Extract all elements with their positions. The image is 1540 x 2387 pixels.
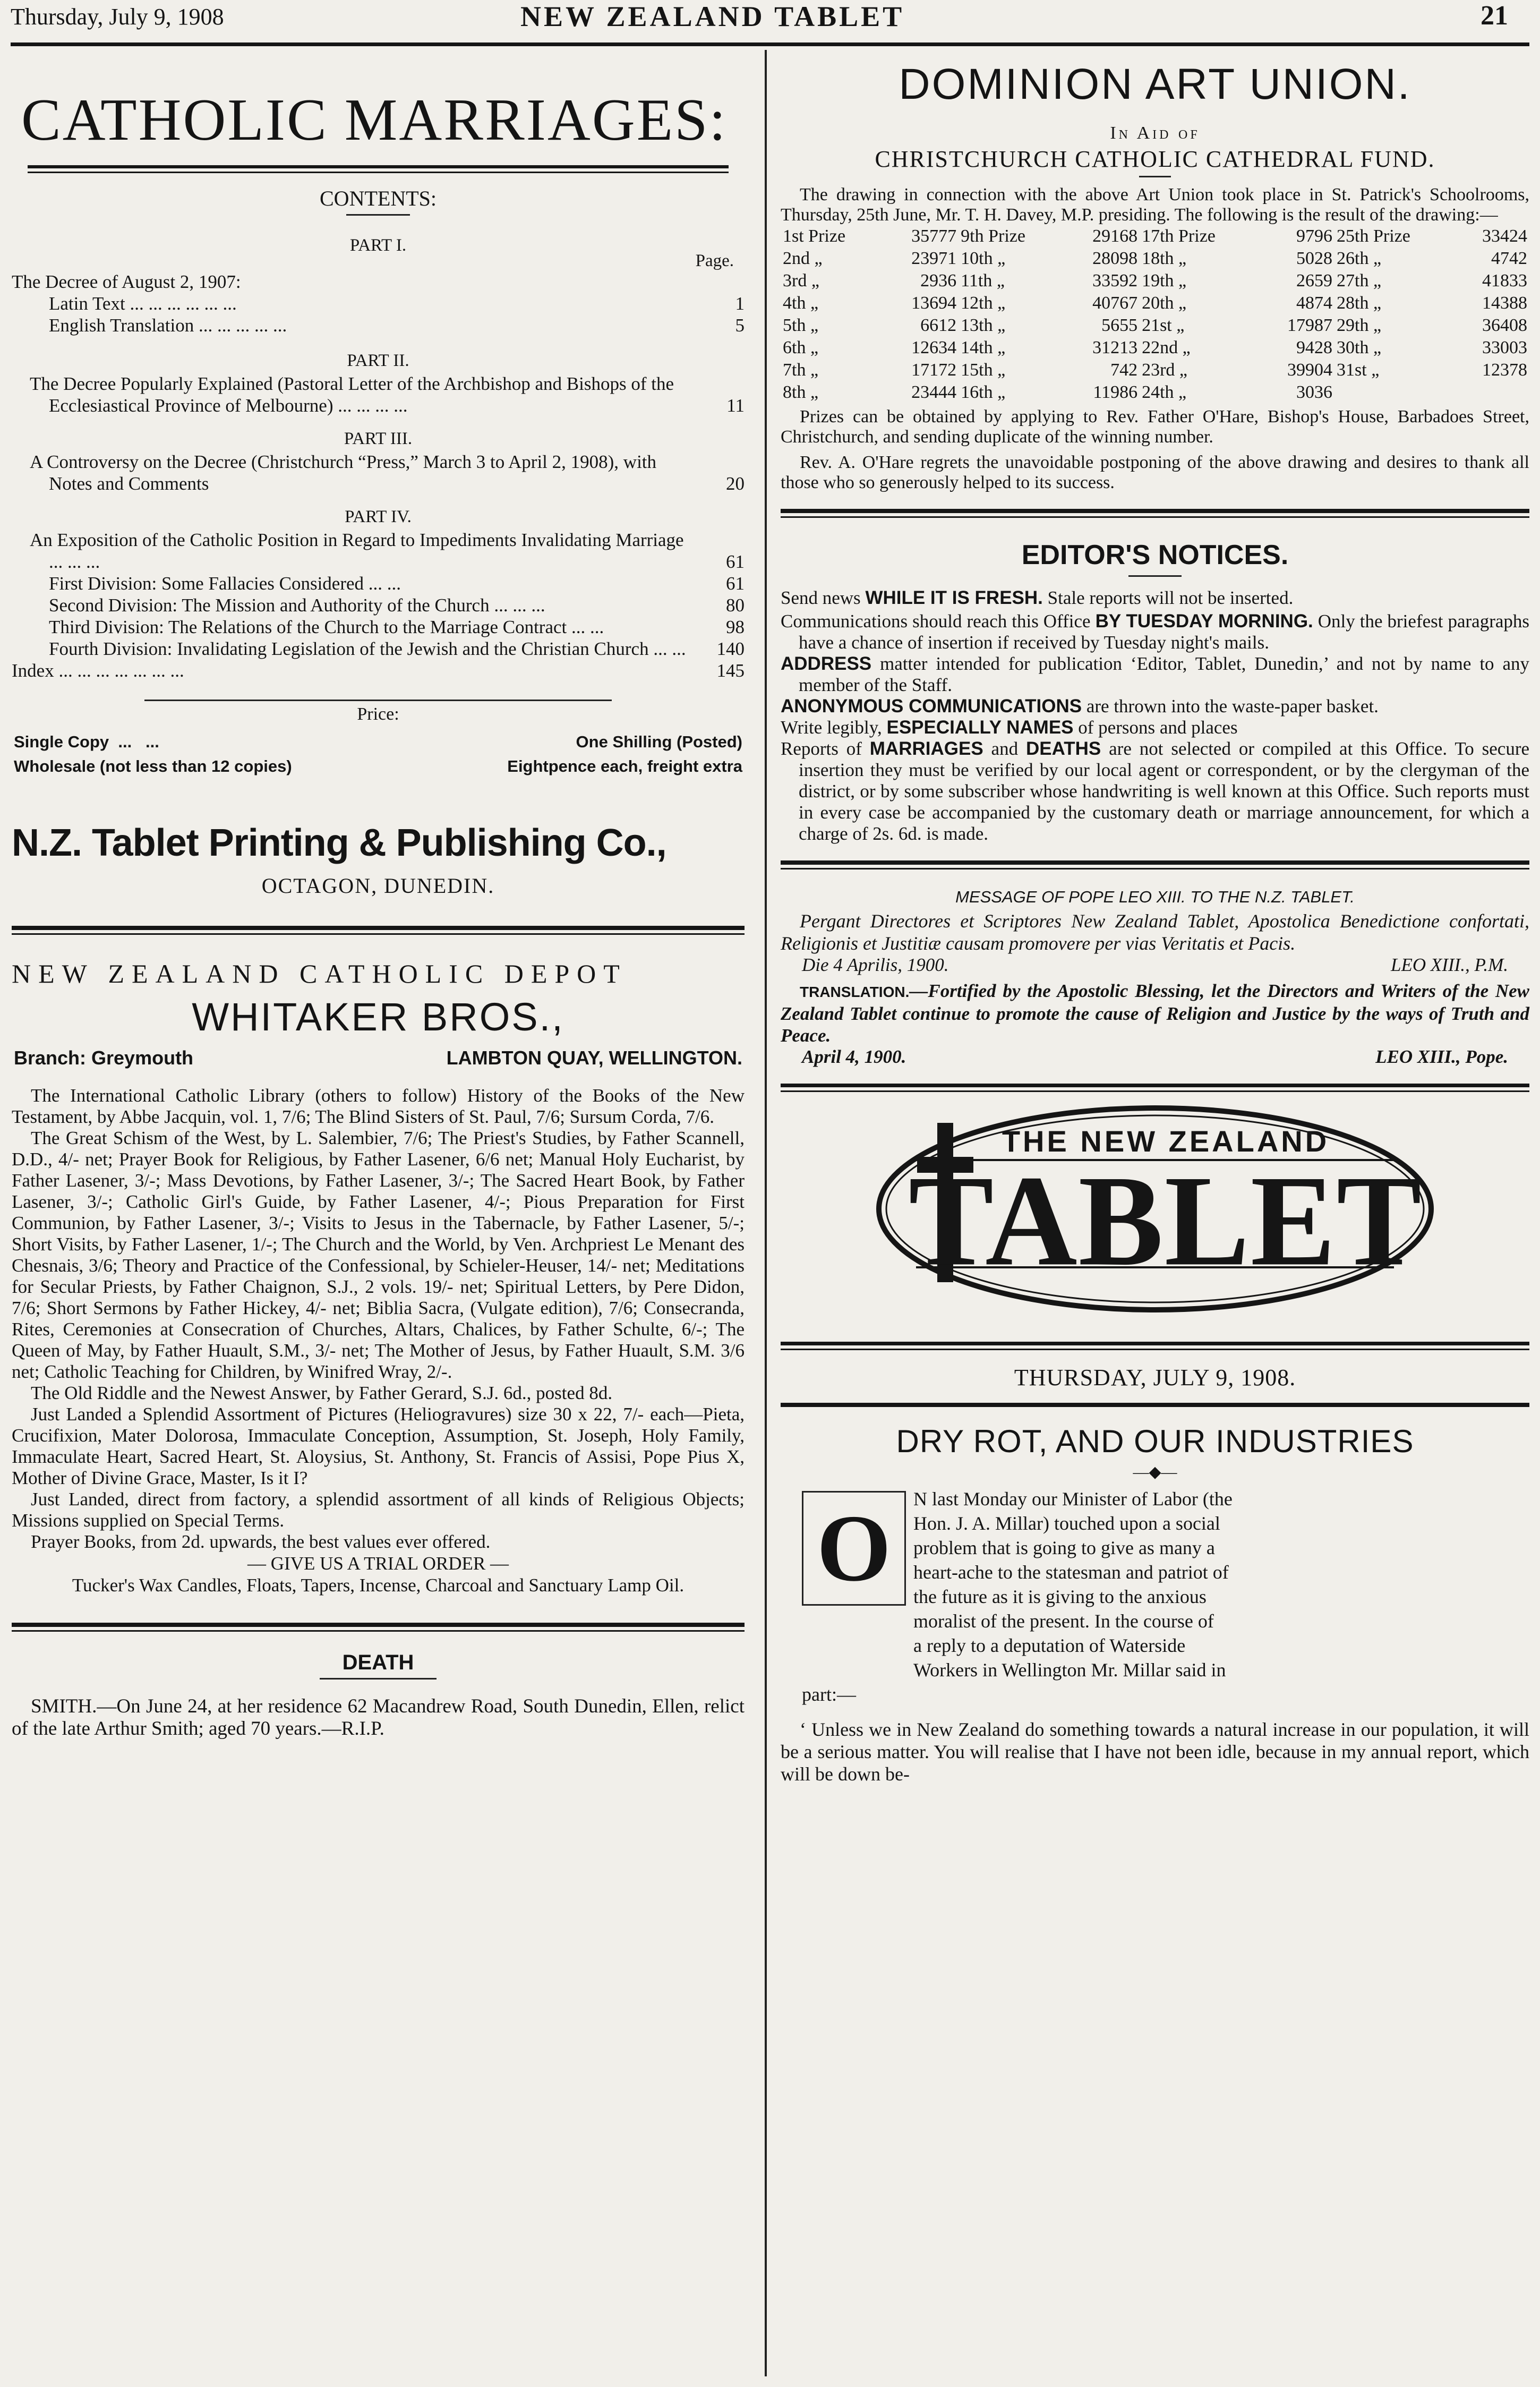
prize-number: 9796 xyxy=(1296,226,1333,246)
prize-number xyxy=(1454,381,1529,404)
short-rule xyxy=(1139,176,1171,177)
toc-page: 61 xyxy=(726,551,745,572)
prize-claim: Prizes can be obtained by applying to Rev. Father O'Hare, Bishop's House, Barbadoes Street, Christchurch, and sending duplicate of the winning number. xyxy=(781,407,1529,447)
prize-rank: 15th „ xyxy=(961,360,1006,380)
prize-rank: 13th „ xyxy=(961,316,1006,335)
death-text: SMITH.—On June 24, at her residence 62 Macandrew Road, South Dunedin, Ellen, relict of the late Arthur Smith; aged 70 years.—R.I.P. xyxy=(12,1695,745,1740)
toc-text: English Translation ... ... ... ... ... xyxy=(49,315,287,336)
logo-the-nz: THE NEW ZEALAND xyxy=(1002,1124,1330,1158)
section-rule-thin xyxy=(781,868,1529,869)
prize-number: 13694 xyxy=(911,293,957,313)
prize-number: 5028 xyxy=(1296,249,1333,268)
part3-heading: PART III. xyxy=(344,429,413,448)
masthead: NEW ZEALAND TABLET xyxy=(520,1,905,32)
notice: ADDRESS matter intended for publication ‘Editor, Tablet, Dunedin,’ and not by name to any member of the Staff. xyxy=(781,653,1529,695)
prize-number: 41833 xyxy=(1482,271,1527,291)
toc-text: A Controversy on the Decree (Christchurch “Press,” March 3 to April 2, 1908), with Notes and Comments xyxy=(30,451,657,494)
prize-row xyxy=(781,270,1529,292)
editorial-article xyxy=(781,1423,1529,1785)
candles-line: Tucker's Wax Candles, Floats, Tapers, Incense, Charcoal and Sanctuary Lamp Oil. xyxy=(72,1575,685,1596)
article-line: a reply to a deputation of Waterside xyxy=(913,1635,1186,1656)
toc-text: Index ... ... ... ... ... ... ... xyxy=(12,660,184,681)
editors-notices xyxy=(781,539,1529,845)
prize-number: 23971 xyxy=(911,249,957,268)
toc-row xyxy=(12,293,745,314)
single-copy-price: One Shilling (Posted) xyxy=(576,732,742,751)
toc-text: Second Division: The Mission and Authority of the Church ... ... ... xyxy=(49,595,545,616)
wholesale-label: Wholesale (not less than 12 copies) xyxy=(14,757,292,775)
prize-row xyxy=(781,381,1529,404)
drop-cap: O xyxy=(816,1495,891,1601)
single-copy-label: Single Copy ... ... xyxy=(14,732,159,751)
prize-number: 17172 xyxy=(911,360,957,380)
toc-text: Fourth Division: Invalidating Legislation of the Jewish and the Christian Church ... ... xyxy=(49,638,686,659)
section-rule-thin xyxy=(12,933,745,935)
prize-number: 4742 xyxy=(1491,249,1527,268)
toc-page: 20 xyxy=(726,473,745,494)
prize-number: 742 xyxy=(1110,360,1138,380)
prize-rank: 6th „ xyxy=(783,338,819,357)
prize-rank: 22nd „ xyxy=(1142,338,1191,357)
prize-rank: 12th „ xyxy=(961,293,1006,313)
tablet-logo xyxy=(868,1092,1442,1331)
prize-rank: 21st „ xyxy=(1142,316,1185,335)
prize-number: 5655 xyxy=(1101,316,1138,335)
toc-text: The Decree of August 2, 1907: xyxy=(12,271,241,292)
left-column xyxy=(12,53,745,1740)
notice: Write legibly, ESPECIALLY NAMES of persons and places xyxy=(781,717,1238,738)
prize-table xyxy=(781,225,1529,404)
toc-page: 98 xyxy=(726,617,745,637)
death-heading: DEATH xyxy=(342,1651,414,1674)
logo-rule xyxy=(781,1084,1529,1092)
toc-row xyxy=(12,594,745,616)
pope-signoff-english: April 4, 1900. LEO XIII., Pope. xyxy=(802,1046,1508,1067)
prize-rank: 19th „ xyxy=(1142,271,1187,291)
prize-rank: 17th Prize xyxy=(1142,226,1216,246)
art-union xyxy=(781,59,1529,493)
catholic-marriages-ad xyxy=(12,86,745,898)
prize-row xyxy=(781,314,1529,337)
prize-rank: 30th „ xyxy=(1337,338,1382,357)
toc-row xyxy=(12,373,745,416)
toc-row xyxy=(12,660,745,681)
prize-rank: 25th Prize xyxy=(1337,226,1410,246)
publisher-name: N.Z. Tablet Printing & Publishing Co., xyxy=(12,822,666,864)
tablet-logo-art xyxy=(868,1092,1442,1331)
street-label: LAMBTON QUAY, WELLINGTON. xyxy=(446,1047,742,1069)
prize-rank xyxy=(1334,381,1454,404)
toc-page: 11 xyxy=(726,395,745,416)
depot-heading: NEW ZEALAND CATHOLIC DEPOT xyxy=(12,959,627,988)
prize-rank: 11th „ xyxy=(961,271,1005,291)
article-title: DRY ROT, AND OUR INDUSTRIES xyxy=(896,1423,1414,1459)
prize-rank: 9th Prize xyxy=(961,226,1025,246)
pope-message xyxy=(781,888,1529,1084)
prize-number: 33424 xyxy=(1482,226,1527,246)
article-quote: ‘ Unless we in New Zealand do something towards a natural increase in our population, it will be a serious matter. You will realise that I have not been idle, because in my annual report, which will be down be- xyxy=(781,1719,1529,1785)
prize-number: 2659 xyxy=(1296,271,1333,291)
toc-page: 5 xyxy=(735,315,745,336)
ornament-divider: —◆— xyxy=(1133,1463,1177,1481)
prize-number: 12634 xyxy=(911,338,957,357)
short-rule xyxy=(320,1678,437,1680)
toc-page: 140 xyxy=(716,638,745,659)
toc-page: 145 xyxy=(716,660,745,681)
prize-rank: 18th „ xyxy=(1142,249,1187,268)
header-rule xyxy=(11,42,1529,46)
prize-row xyxy=(781,292,1529,314)
prize-rank: 31st „ xyxy=(1337,360,1380,380)
prize-rank: 1st Prize xyxy=(783,226,846,246)
toc-text: The Decree Popularly Explained (Pastoral Letter of the Archbishop and Bishops of the Ecclesiastical Province of Melbourne) ... ... ... ... xyxy=(30,373,674,416)
article-line: Hon. J. A. Millar) touched upon a social xyxy=(913,1513,1220,1534)
prize-row xyxy=(781,337,1529,359)
postpone-note: Rev. A. O'Hare regrets the unavoidable postponing of the above drawing and desires to thank all those who so generously helped to its success. xyxy=(781,453,1529,492)
wholesale-price: Eightpence each, freight extra xyxy=(507,757,742,775)
prize-number: 40767 xyxy=(1092,293,1138,313)
column-divider xyxy=(765,50,767,2376)
article-line: N last Monday our Minister of Labor (the xyxy=(913,1488,1233,1510)
prize-number: 33592 xyxy=(1092,271,1138,291)
prize-number: 36408 xyxy=(1482,316,1527,335)
pope-signoff-latin: Die 4 Aprilis, 1900. LEO XIII., P.M. xyxy=(802,954,1508,975)
fund-name: CHRISTCHURCH CATHOLIC CATHEDRAL FUND. xyxy=(875,146,1435,172)
article-opening xyxy=(781,1487,1529,1682)
article-line: problem that is going to give as many a xyxy=(913,1537,1215,1558)
prize-number: 29168 xyxy=(1092,226,1138,246)
section-rule xyxy=(781,509,1529,513)
prize-rank: 24th „ xyxy=(1142,382,1187,402)
depot-para: The Great Schism of the West, by L. Salembier, 7/6; The Priest's Studies, by Father Scannell, D.D., 4/- net; Prayer Book for Religious, by Father Lasener, 6/6 net; Manual Holy Eucharist, by Father Lasener, 3/-; Mass Devotions, by Father Lasener, 3/-; The Sacred Heart Book, by Father Lasener, 3/-; Catholic Girl's Guide, by Father Lasener, 4/-; Pious Preparation for First Communion, by Father Lasener, 3/-; Visits to Jesus in the Tabernacle, by Father Lasener, 5/-; Short Visits, by Father Lasener, 1/-; The Church and the World, by Ven. Archpriest Le Menant des Chesnais, 3/6; Theory and Practice of the Confessional, by Schieler-Heuser, 14/- net; Meditations for Secular Priests, by Father Chaignon, S.J., 2 vols. 19/- net; Spiritual Letters, by Pere Didon, 7/6; Short Sermons by Father Hickey, 4/- net; Biblia Sacra, (Vulgate edition), 7/6; Consecranda, Rites, Ceremonies at Consecration of Churches, Altars, Chalices, by Father Schulte, 6/-; The Queen of May, by Father Huault, S.M., 3/- net; The Mother of Jesus, by Father Huault, S.M. 3/6 net; Catholic Teaching for Children, by Winifred Wray, 2/-. xyxy=(12,1128,745,1382)
toc-text: Latin Text ... ... ... ... ... ... xyxy=(49,293,237,314)
toc-row xyxy=(12,451,745,495)
prize-rank: 28th „ xyxy=(1337,293,1382,313)
prize-number: 35777 xyxy=(911,226,957,246)
short-rule xyxy=(1128,575,1182,577)
notice: Send news WHILE IT IS FRESH. Stale reports will not be inserted. xyxy=(781,587,1294,608)
prize-rank: 29th „ xyxy=(1337,316,1382,335)
prize-rank: 8th „ xyxy=(783,382,819,402)
right-column xyxy=(781,53,1529,1785)
prize-number: 11986 xyxy=(1093,382,1138,402)
prize-row xyxy=(781,225,1529,248)
pope-heading: MESSAGE OF POPE LEO XIII. TO THE N.Z. TABLET. xyxy=(955,888,1355,906)
toc-page: 1 xyxy=(735,293,745,314)
prize-number: 9428 xyxy=(1296,338,1333,357)
prize-rank: 23rd „ xyxy=(1142,360,1187,380)
short-rule xyxy=(346,214,410,216)
prize-number: 28098 xyxy=(1092,249,1138,268)
toc-row xyxy=(12,314,745,336)
prize-rank: 27th „ xyxy=(1337,271,1382,291)
toc-row xyxy=(12,638,745,660)
contents-heading: CONTENTS: xyxy=(320,186,437,210)
toc-page: 80 xyxy=(726,595,745,616)
issue-date: THURSDAY, JULY 9, 1908. xyxy=(1014,1365,1296,1391)
logo-rule xyxy=(781,1342,1529,1350)
part4-heading: PART IV. xyxy=(345,507,412,526)
article-line: the future as it is giving to the anxious xyxy=(913,1586,1207,1607)
page-col-label: Page. xyxy=(695,251,734,270)
part2-heading: PART II. xyxy=(347,351,409,370)
toc-row xyxy=(12,271,745,293)
depot-para: Just Landed a Splendid Assortment of Pictures (Heliogravures) size 30 x 22, 7/- each—Pieta, Crucifixion, Mater Dolorosa, Immaculate Conception, Assumption, St. Joseph, Holy Family, Immaculate Heart, Sacred Heart, St. Aloysius, St. Anthony, St. Francis of Assisi, Pope Pius X, Mother of Divine Grace, Master, Is it I? xyxy=(12,1404,745,1488)
section-rule xyxy=(12,1623,745,1627)
depot-para: Prayer Books, from 2d. upwards, the best values ever offered. xyxy=(31,1531,491,1552)
prize-rank: 26th „ xyxy=(1337,249,1382,268)
prize-row xyxy=(781,359,1529,381)
prize-rank: 10th „ xyxy=(961,249,1006,268)
prize-number: 23444 xyxy=(911,382,957,402)
toc-text: An Exposition of the Catholic Position in Regard to Impediments Invalidating Marriage ... ... ... xyxy=(30,530,684,572)
depot-firm: WHITAKER BROS., xyxy=(192,995,564,1039)
prize-number: 12378 xyxy=(1482,360,1527,380)
toc-text: First Division: Some Fallacies Considered ... ... xyxy=(49,573,401,594)
section-rule-thin xyxy=(781,516,1529,518)
notice: Communications should reach this Office BY TUESDAY MORNING. Only the briefest paragraphs have a chance of insertion if received by Tuesday night's mails. xyxy=(781,611,1530,653)
notice: ANONYMOUS COMMUNICATIONS are thrown into the waste-paper basket. xyxy=(781,696,1379,717)
branch-label: Branch: Greymouth xyxy=(14,1047,194,1069)
prize-number: 3036 xyxy=(1296,382,1333,402)
art-union-title: DOMINION ART UNION. xyxy=(899,60,1411,108)
notice: Reports of MARRIAGES and DEATHS are not selected or compiled at this Office. To secure insertion they must be verified by our local agent or correspondent, or by the clergyman of the district, or by some subscriber whose handwriting is well known at this Office. Such reports must in every case be accompanied by the customary death or marriage announcement, for which a charge of 2s. 6d. is made. xyxy=(781,738,1530,844)
prize-rank: 20th „ xyxy=(1142,293,1187,313)
toc-page: 61 xyxy=(726,573,745,594)
logo-tablet: TABLET xyxy=(909,1149,1423,1293)
price-label: Price: xyxy=(357,704,399,724)
depot-para: The Old Riddle and the Newest Answer, by Father Gerard, S.J. 6d., posted 8d. xyxy=(31,1383,613,1403)
toc-row xyxy=(12,529,745,573)
editors-title: EDITOR'S NOTICES. xyxy=(1021,540,1289,570)
page-header xyxy=(11,0,1529,46)
prize-number: 6612 xyxy=(920,316,957,335)
section-rule xyxy=(781,1403,1529,1407)
article-line: part:— xyxy=(802,1684,856,1705)
article-line: heart-ache to the statesman and patriot of xyxy=(913,1562,1229,1583)
part1-heading: PART I. xyxy=(349,236,407,255)
toc-row xyxy=(12,616,745,638)
pope-translation: TRANSLATION.—Fortified by the Apostolic Blessing, let the Directors and Writers of the New Zealand Tablet continue to promote the cause of Religion and Justice by the ways of Truth and Peace. xyxy=(781,981,1529,1046)
prize-rank: 5th „ xyxy=(783,316,819,335)
prize-rank: 4th „ xyxy=(783,293,819,313)
issue-date-header: Thursday, July 9, 1908 xyxy=(11,4,224,30)
publisher-address: OCTAGON, DUNEDIN. xyxy=(261,874,495,898)
death-notice xyxy=(12,1651,745,1740)
depot-location xyxy=(14,1047,742,1069)
toc-row xyxy=(12,573,745,594)
article-line: moralist of the present. In the course of xyxy=(913,1610,1214,1632)
prize-rank: 2nd „ xyxy=(783,249,823,268)
section-rule-thin xyxy=(12,1630,745,1632)
depot-para: Just Landed, direct from factory, a splendid assortment of all kinds of Religious Objects; Missions supplied on Special Terms. xyxy=(12,1489,745,1531)
pope-latin: Pergant Directores et Scriptores New Zealand Tablet, Apostolica Benedictione confortati, Religionis et Justitiæ causam promovere per vias Veritatis et Pacis. xyxy=(781,910,1529,954)
depot-para: The International Catholic Library (others to follow) History of the Books of the New Testament, by Abbe Jacquin, vol. 1, 7/6; The Blind Sisters of St. Paul, 7/6; Sursum Corda, 7/6. xyxy=(12,1085,745,1127)
price-rule xyxy=(144,700,612,701)
drop-cap-box xyxy=(802,1491,906,1606)
prize-number: 14388 xyxy=(1482,293,1527,313)
marriages-title: CATHOLIC MARRIAGES: xyxy=(21,87,728,153)
wholesale-row xyxy=(14,754,742,779)
title-rule xyxy=(28,165,729,173)
article-line: Workers in Wellington Mr. Millar said in xyxy=(913,1659,1226,1681)
toc-text: Third Division: The Relations of the Church to the Marriage Contract ... ... xyxy=(49,617,604,637)
prize-number: 39904 xyxy=(1287,360,1333,380)
page-number: 21 xyxy=(1481,1,1508,31)
catholic-depot-ad xyxy=(12,958,745,1596)
prize-number: 17987 xyxy=(1287,316,1333,335)
section-rule xyxy=(781,860,1529,865)
prize-number: 4874 xyxy=(1296,293,1333,313)
prize-number: 2936 xyxy=(920,271,957,291)
single-copy-row xyxy=(14,730,742,754)
prize-rank: 7th „ xyxy=(783,360,819,380)
prize-number: 33003 xyxy=(1482,338,1527,357)
prize-rank: 14th „ xyxy=(961,338,1006,357)
prize-rank: 3rd „ xyxy=(783,271,819,291)
prize-number: 31213 xyxy=(1092,338,1138,357)
art-union-intro: The drawing in connection with the above Art Union took place in St. Patrick's Schoolrooms, Thursday, 25th June, Mr. T. H. Davey, M.P. presiding. The following is the result of the drawing:— xyxy=(781,185,1529,225)
section-rule xyxy=(12,926,745,930)
trial-order: — GIVE US A TRIAL ORDER — xyxy=(247,1553,509,1574)
prize-row xyxy=(781,248,1529,270)
in-aid: In Aid of xyxy=(1110,123,1200,143)
prize-rank: 16th „ xyxy=(961,382,1006,402)
